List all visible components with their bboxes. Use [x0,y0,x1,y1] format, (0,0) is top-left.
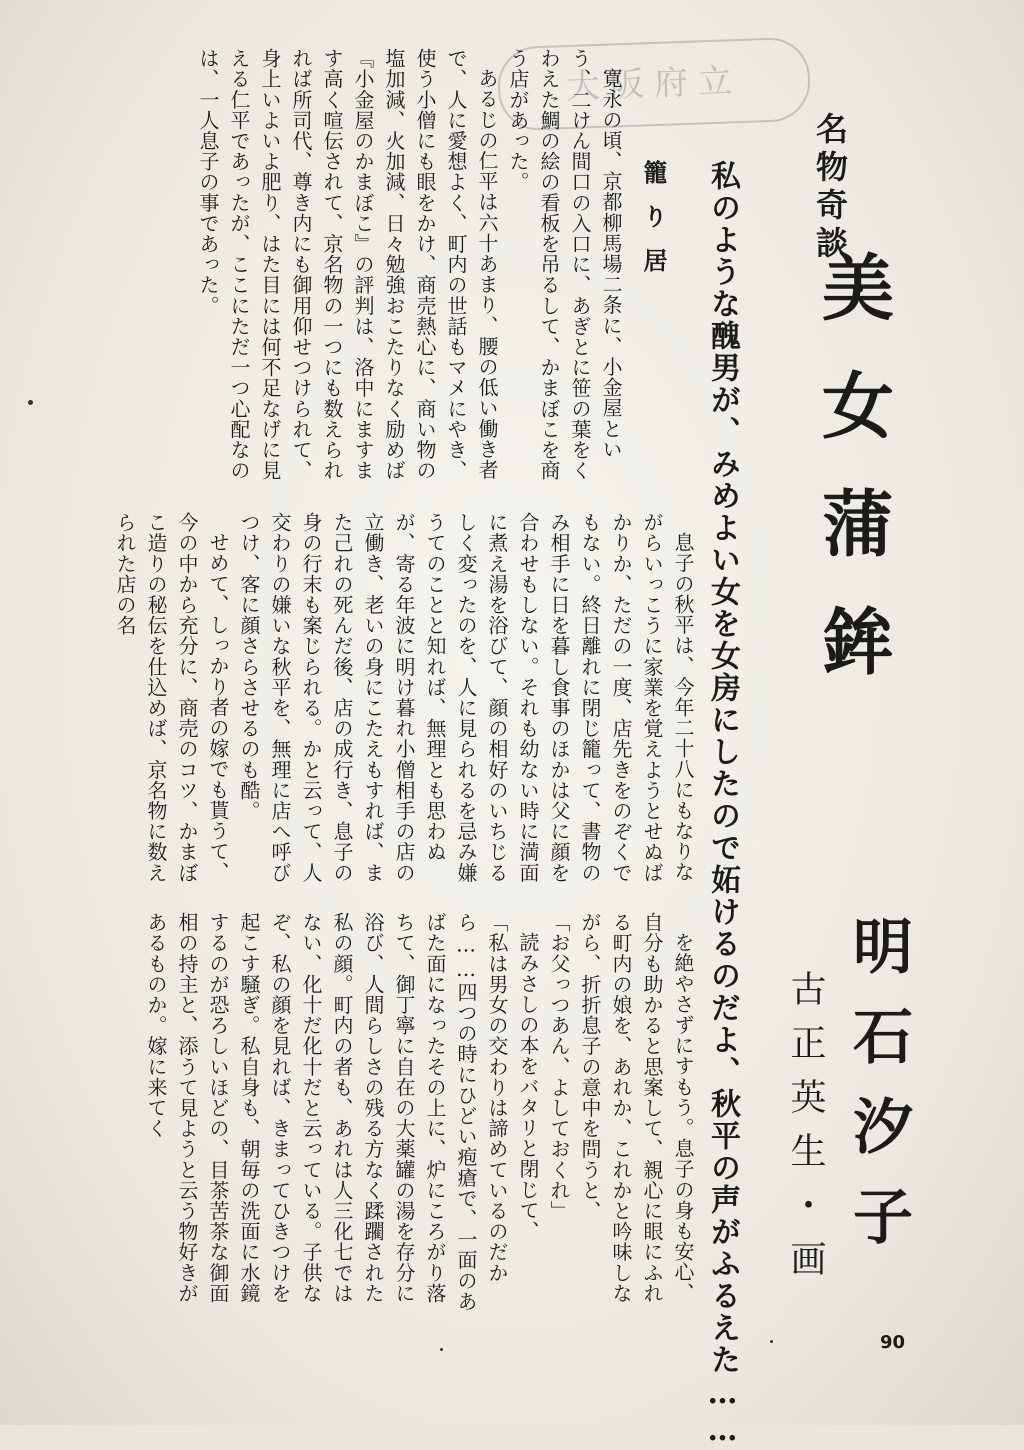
body-column-bottom [138,912,698,1322]
body-column-top-right [138,48,626,488]
lede-text: 私のような醜男が、みめよい女を女房にしたので妬けるのだよ、秋平の声がふるえた…… [705,160,740,1450]
body-column-middle [113,512,698,892]
dialogue-line: 「私は男女の交わりは諦めているのだから……四つの時にひどい疱瘡で、一面のあばた面になったその上に、炉にころがり落ちて、御丁寧に自在の大薬罐の湯を存分に浴び、人間らしさの残る方なく蹂躙された私の顔。町内の者も、あれは人三化七ではない、化十だ化十だと云っている。子供なぞ、私の顔を見れば、きまってひきつけを起こす騒ぎ。私自身も、朝毎の洗面に水鏡するのが恐ろしいほどの、目茶苦茶な御面相の持主と、添うて見ようと云う物好きがあるものか。嫁に来てく [144,912,509,1312]
article-title: 美女蒲鉾 [810,250,895,722]
paragraph: あるじの仁平は六十あまり、腰の低い働き者で、人に愛想よく、町内の世話もマメにやき、使う小僧にも眼をかけ、商売熱心に、商い物の塩加減、火加減、日々勉強おこたりなく励めば『小金屋のかまぼこ』の評判は、洛中にますます高く喧伝されて、京名物の一つにも数えられれば所司代、尊き内にも御用仰せつけられて、身上いよいよ肥り、はた目には何不足なげに見える仁平であったが、ここにただ一つ心配なのは、一人息子の事であった。 [196,48,499,481]
section-heading: 籠り居 [639,160,668,292]
page-number: 90 [880,1332,906,1353]
library-stamp: 大阪府立 [497,37,812,132]
paragraph: 読みさしの本をバタリと閉じて、 [516,932,540,1241]
paragraph: せめて、しっかり者の嫁でも貰うて、今の中から充分に、商売のコツ、かまぼこ造りの秘伝を仕込めば、京名物に数えられた店の名 [113,512,230,883]
paragraph: を絶やさずにすもう。息子の身も安心、自分も助かると思案して、親心に眼にふれる町内の娘を、あれか、これかと吟味しながら、折折息子の意中を問うと、 [578,912,695,1304]
series-label: 名物奇談 [811,112,849,264]
print-speck [770,1340,773,1343]
print-speck [28,400,33,405]
author-name: 明石汐子 [843,915,913,1275]
print-speck [440,1348,443,1351]
illustrator-credit: 古正英生・画 [785,970,826,1294]
dialogue-line: 「お父っつあん、よしておくれ」 [547,912,571,1221]
paragraph: 寛永の頃、京都柳馬場二条に、小金屋という、二けん間口の入口に、あぎとに笹の葉をくわえた鯛の絵の看板を吊るして、かまぼこを商う店があった。 [506,48,623,481]
paragraph: 息子の秋平は、今年二十八にもなりながらいっこうに家業を覚えようとせぬばかりか、ただの一度、店先きをのぞくでもない。終日離れに閉じ籠って、書物のみ相手に日を暮し食事のほかは父に顔を合わせもしない。それも幼ない時に満面に煮え湯を浴びて、顔の相好のいちじるしく変ったのを、人に見られるを忌み嫌うてのことと知れば、無理とも思わぬが、寄る年波に明け暮れ小僧相手の店の立働き、老いの身にこたえもすれば、また己れの死んだ後、店の成行き、息子の身の行末も案じられる。かと云って、人交わりの嫌いな秋平を、無理に店へ呼びつけ、客に顔さらさせるのも酷。 [237,512,695,883]
